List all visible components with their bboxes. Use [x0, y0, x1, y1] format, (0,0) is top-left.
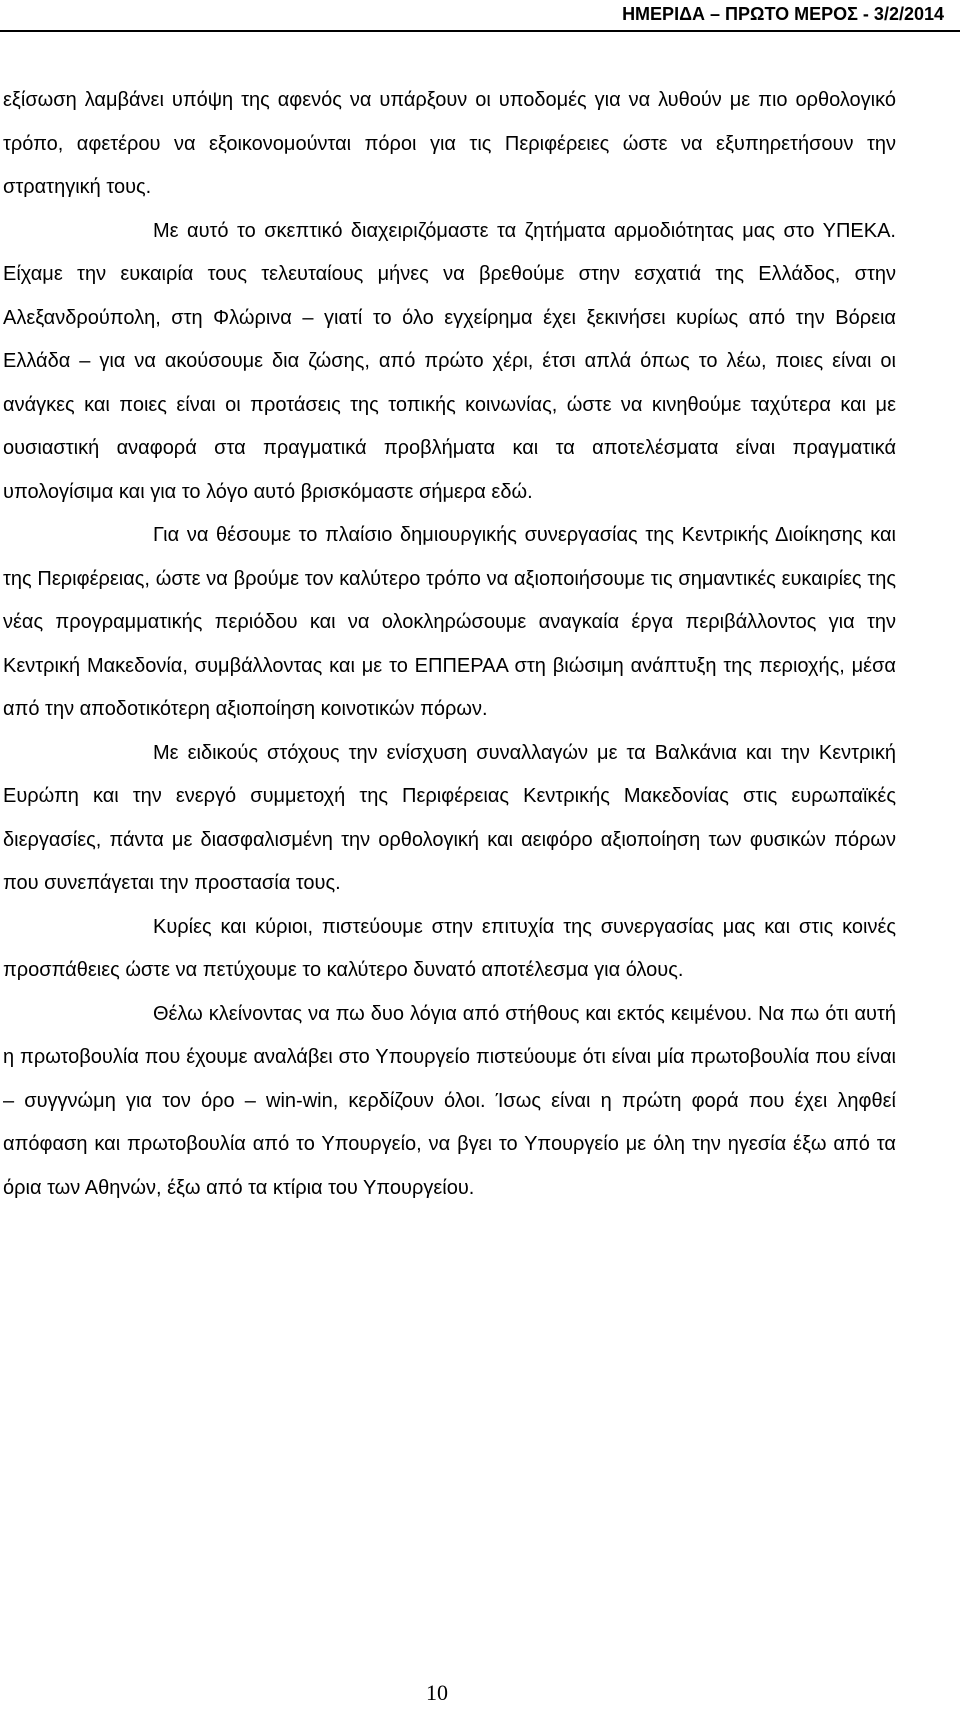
page-number: 10: [426, 1680, 448, 1705]
paragraph-3: Για να θέσουμε το πλαίσιο δημιουργικής συνεργασίας της Κεντρικής Διοίκησης και της Περιφέρειας, ώστε να βρούμε τον καλύτερο τρόπο να αξιοποιήσουμε τις σημαντικές ευκαιρίες της νέας προγραμματικής περιόδου και να ολοκληρώσουμε αναγκαία έργα περιβάλλοντος για την Κεντρική Μακεδονία, συμβάλλοντας και με το ΕΠΠΕΡΑΑ στη βιώσιμη ανάπτυξη της περιοχής, μέσα από την αποδοτικότερη αξιοποίηση κοινοτικών πόρων.: [3, 524, 896, 720]
running-header: ΗΜΕΡΙΔΑ – ΠΡΩΤΟ ΜΕΡΟΣ - 3/2/2014: [622, 4, 944, 24]
paragraph-1: εξίσωση λαμβάνει υπόψη της αφενός να υπάρξουν οι υποδομές για να λυθούν με πιο ορθολογικό τρόπο, αφετέρου να εξοικονομούνται πόροι για τις Περιφέρειες ώστε να εξυπηρετήσουν την στρατηγική τους.: [3, 89, 896, 198]
paragraph-2: Με αυτό το σκεπτικό διαχειριζόμαστε τα ζητήματα αρμοδιότητας μας στο ΥΠΕΚΑ. Είχαμε την ευκαιρία τους τελευταίους μήνες να βρεθούμε στην εσχατιά της Ελλάδος, στην Αλεξανδρούπολη, στη Φλώρινα – γιατί το όλο εγχείρημα έχει ξεκινήσει κυρίως από την Βόρεια Ελλάδα – για να ακούσουμε δια ζώσης, από πρώτο χέρι, έτσι απλά όπως το λέω, ποιες είναι οι ανάγκες και ποιες είναι οι προτάσεις της τοπικής κοινωνίας, ώστε να κινηθούμε ταχύτερα και με ουσιαστική αναφορά στα πραγματικά προβλήματα και τα αποτελέσματα είναι πραγματικά υπολογίσιμα και για το λόγο αυτό βρισκόμαστε σήμερα εδώ.: [3, 219, 896, 503]
paragraph-5: Κυρίες και κύριοι, πιστεύουμε στην επιτυχία της συνεργασίας μας και στις κοινές προσπάθειες ώστε να πετύχουμε το καλύτερο δυνατό αποτέλεσμα για όλους.: [3, 915, 896, 981]
paragraph-4: Με ειδικούς στόχους την ενίσχυση συναλλαγών με τα Βαλκάνια και την Κεντρική Ευρώπη και την ενεργό συμμετοχή της Περιφέρειας Κεντρικής Μακεδονίας στις ευρωπαϊκές διεργασίες, πάντα με διασφαλισμένη την ορθολογική και αειφόρο αξιοποίηση των φυσικών πόρων που συνεπάγεται την προστασία τους.: [3, 741, 896, 894]
document-body: [3, 79, 896, 1210]
header-rule: [0, 30, 960, 32]
paragraph-6: Θέλω κλείνοντας να πω δυο λόγια από στήθους και εκτός κειμένου. Να πω ότι αυτή η πρωτοβουλία που έχουμε αναλάβει στο Υπουργείο πιστεύουμε ότι είναι μία πρωτοβουλία που είναι – συγγνώμη για τον όρο – win-win, κερδίζουν όλοι. Ίσως είναι η πρώτη φορά που έχει ληφθεί απόφαση και πρωτοβουλία από το Υπουργείο, να βγει το Υπουργείο με όλη την ηγεσία έξω από τα όρια των Αθηνών, έξω από τα κτίρια του Υπουργείου.: [3, 1002, 896, 1199]
